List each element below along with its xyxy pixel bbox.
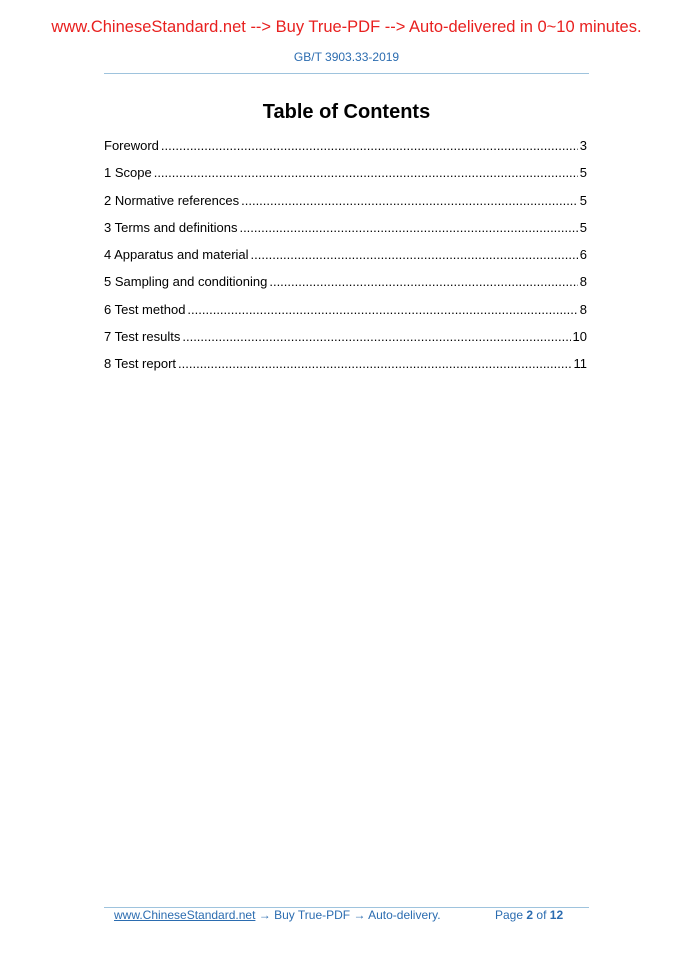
toc-entry-label: 7 Test results <box>104 328 181 344</box>
toc-entry-page: 8 <box>579 301 587 317</box>
toc-entry-page: 5 <box>579 219 587 235</box>
toc-entry-test-results[interactable] <box>104 327 587 354</box>
toc-entry-label: 2 Normative references <box>104 192 240 208</box>
toc-entry-label: 5 Sampling and conditioning <box>104 274 268 290</box>
toc-entry-page: 8 <box>579 274 587 290</box>
footer-website-link[interactable]: www.ChineseStandard.net <box>114 908 256 922</box>
page-total: 12 <box>549 908 564 922</box>
toc-leader-dots <box>239 218 577 237</box>
toc-leader-dots <box>182 327 570 346</box>
toc-entry-apparatus-and-material[interactable] <box>104 245 587 272</box>
top-promo-banner[interactable]: www.ChineseStandard.net --> Buy True-PDF --> Auto-delivered in 0~10 minutes. <box>51 18 642 36</box>
toc-leader-dots <box>241 191 578 210</box>
header-divider <box>104 73 589 74</box>
toc-entry-normative-references[interactable] <box>104 191 587 218</box>
table-of-contents <box>104 136 587 381</box>
toc-entry-page: 11 <box>573 356 587 371</box>
toc-entry-page: 10 <box>572 328 587 344</box>
toc-entry-label: 1 Scope <box>104 165 152 181</box>
toc-entry-foreword[interactable] <box>104 136 587 163</box>
page-counter <box>495 908 563 922</box>
page-prefix: Page <box>495 908 524 922</box>
toc-leader-dots <box>154 163 578 182</box>
toc-entry-page: 3 <box>579 138 587 153</box>
toc-title: Table of Contents <box>262 101 431 123</box>
standard-number-header: GB/T 3903.33-2019 <box>293 50 400 64</box>
toc-entry-label: 6 Test method <box>104 301 186 317</box>
toc-leader-dots <box>178 354 571 373</box>
toc-entry-label: 3 Terms and definitions <box>104 219 238 235</box>
toc-entry-page: 5 <box>579 192 587 208</box>
toc-entry-terms-and-definitions[interactable] <box>104 218 587 245</box>
toc-entry-label: 4 Apparatus and material <box>104 247 249 262</box>
toc-leader-dots <box>161 136 578 155</box>
toc-leader-dots <box>269 272 577 291</box>
toc-leader-dots <box>187 300 577 319</box>
toc-entry-label: Foreword <box>104 138 159 153</box>
toc-entry-scope[interactable] <box>104 163 587 190</box>
footer-tagline: → Buy True-PDF → Auto-delivery. <box>255 908 441 922</box>
toc-entry-page: 6 <box>579 247 587 262</box>
page-of: of <box>536 908 547 922</box>
toc-entry-sampling-and-conditioning[interactable] <box>104 272 587 299</box>
toc-leader-dots <box>251 245 578 264</box>
footer-promo <box>114 908 441 922</box>
toc-entry-test-method[interactable] <box>104 300 587 327</box>
page-current: 2 <box>526 908 534 922</box>
toc-entry-test-report[interactable] <box>104 354 587 381</box>
toc-entry-label: 8 Test report <box>104 356 177 371</box>
toc-entry-page: 5 <box>579 165 587 181</box>
